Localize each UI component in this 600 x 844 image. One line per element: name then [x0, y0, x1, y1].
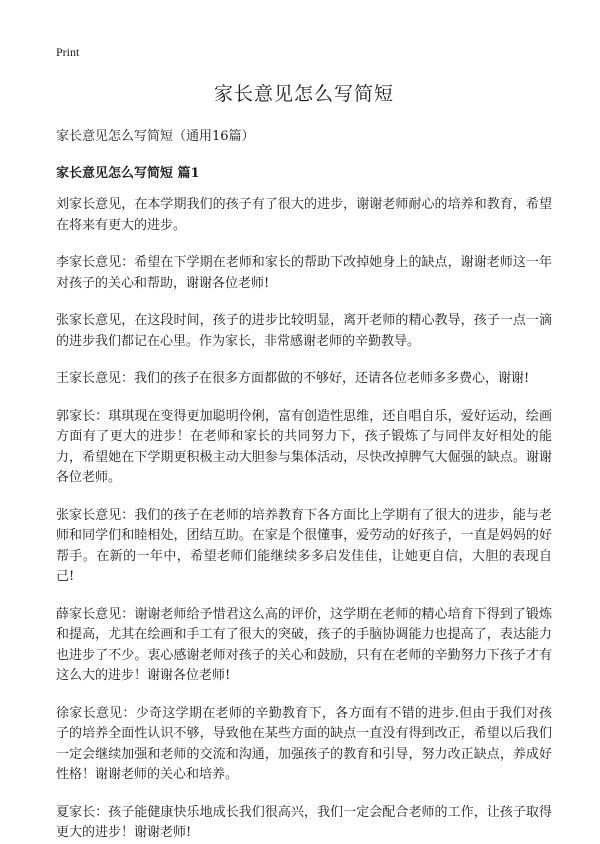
paragraph-liu: 刘家长意见，在本学期我们的孩子有了很大的进步，谢谢老师耐心的培养和教育，希望在将来有更大的进步。	[56, 197, 552, 233]
paragraph-zhang-2: 张家长意见：我们的孩子在老师的培养教育下各方面比上学期有了很大的进步，能与老师和同学们和睦相处，团结互助。在家是个很懂事，爱劳动的好孩子，一直是妈妈的好帮手。在新的一年中，希望老师们能继续多多启发佳佳，让她更自信，大胆的表现自己!	[56, 507, 552, 584]
paragraph-zhang-1: 张家长意见，在这段时间，孩子的进步比较明显，离开老师的精心教导，孩子一点一滴的进步我们都记在心里。作为家长，非常感谢老师的辛勤教导。	[56, 313, 552, 349]
paragraph-xu: 徐家长意见：少奇这学期在老师的辛勤教育下，各方面有不错的进步.但由于我们对孩子的培养全面性认识不够，导致他在某些方面的缺点一直没有得到改正，希望以后我们一定会继续加强和老师的交流和沟通，加强孩子的教育和引导，努力改正缺点，养成好性格！谢谢老师的关心和培养。	[56, 705, 552, 782]
print-label: Print	[56, 45, 80, 59]
section-heading: 家长意见怎么写简短 篇1	[56, 166, 200, 181]
document-subtitle: 家长意见怎么写简短（通用16篇）	[56, 129, 255, 144]
paragraph-xia: 夏家长：孩子能健康快乐地成长我们很高兴，我们一定会配合老师的工作，让孩子取得更大的进步！谢谢老师!	[56, 804, 552, 840]
paragraph-wang: 王家长意见：我们的孩子在很多方面都做的不够好，还请各位老师多多费心，谢谢!	[56, 371, 530, 386]
document-title: 家长意见怎么写简短	[213, 83, 394, 105]
paragraph-li: 李家长意见：希望在下学期在老师和家长的帮助下改掉她身上的缺点，谢谢老师这一年对孩子的关心和帮助，谢谢各位老师!	[56, 255, 552, 291]
paragraph-xue: 薛家长意见：谢谢老师给予惜君这么高的评价，这学期在老师的精心培育下得到了锻炼和提高，尤其在绘画和手工有了很大的突破，孩子的手脑协调能力也提高了，表达能力也进步了不少。衷心感谢老师对孩子的关心和鼓励，只有在老师的辛勤努力下孩子才有这么大的进步！谢谢各位老师!	[56, 606, 552, 683]
paragraph-guo: 郭家长：琪琪现在变得更加聪明伶俐，富有创造性思维，还自唱自乐，爱好运动，绘画方面有了更大的进步！在老师和家长的共同努力下，孩子锻炼了与同伴友好相处的能力，希望她在下学期更积极主动大胆参与集体活动，尽快改掉脾气大倔强的缺点。谢谢各位老师。	[56, 408, 552, 485]
